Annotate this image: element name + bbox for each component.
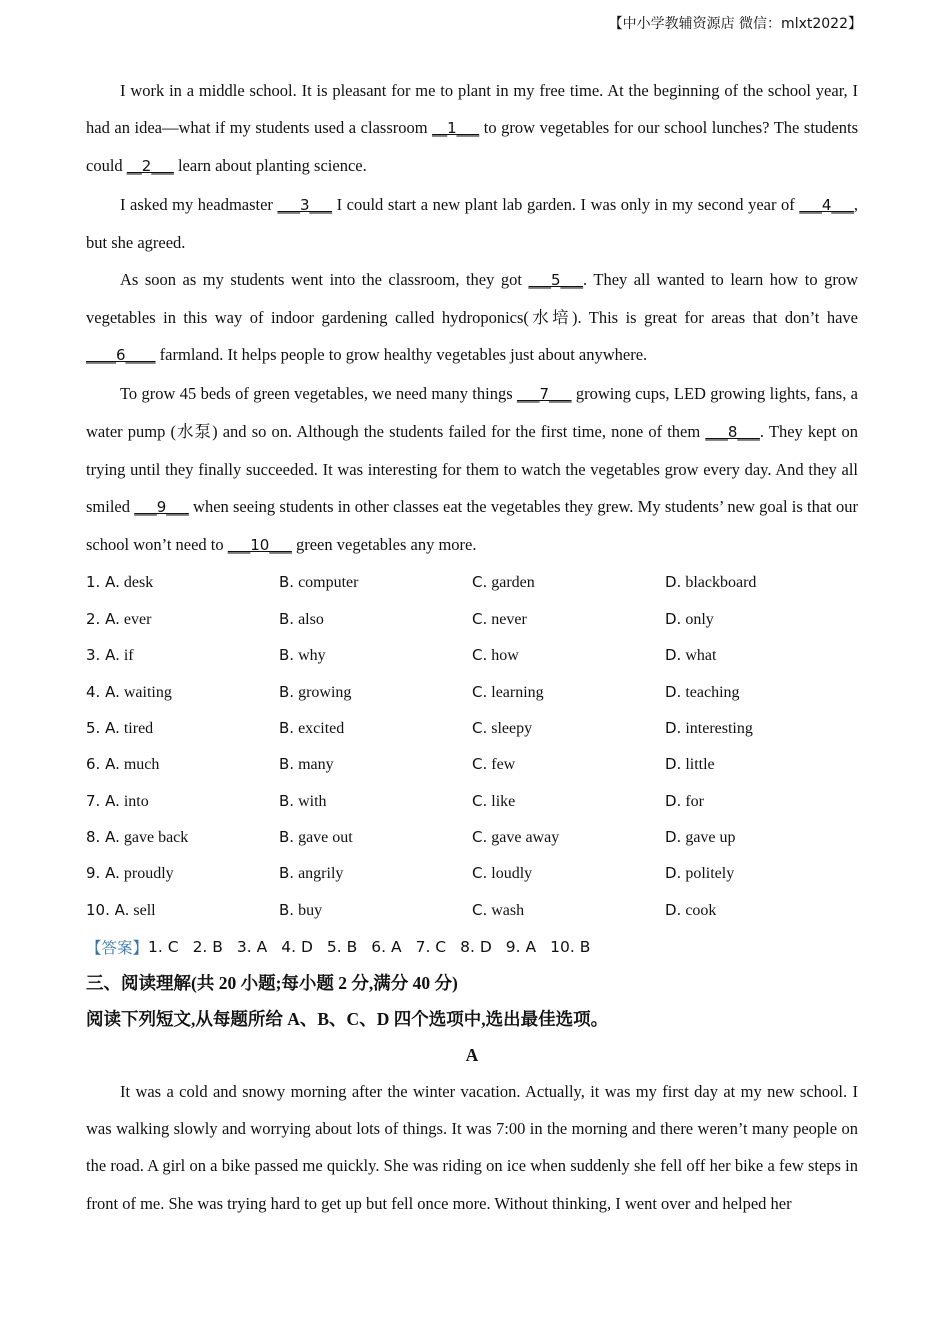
options-row [86,892,858,928]
option-label: C. [472,900,488,919]
passage-paragraph-4 [86,375,858,565]
option-label: D. [665,573,682,592]
option-text: what [685,647,717,665]
text-span: . They all wanted to learn how to grow vegetables in this way of indoor gardening called hydroponics(水培). This is great for areas that don’t have [86,270,858,328]
option-text: blackboard [685,574,757,592]
option-text: angrily [298,865,344,883]
option-text: garden [491,574,535,592]
text-span: green vegetables any more. [291,535,477,555]
option-text: many [298,756,334,774]
option-c [472,755,665,774]
document-body [86,72,858,1222]
blank-2: __2___ [126,157,174,176]
passage-paragraph-1 [86,72,858,186]
reading-passage-a: It was a cold and snowy morning after the winter vacation. Actually, it was my first day at my new school. I was walking slowly and worrying about lots of things. It was 7:00 in the morning and there weren’t many people on the road. A girl on a bike passed me quickly. She was riding on ice when suddenly she fell off her bike a few steps in front of me. She was trying hard to get up but fell once more. Without thinking, I went over and helped her [86,1081,858,1213]
option-d [665,683,858,702]
option-label: C. [472,609,488,628]
option-text: ever [123,610,152,628]
option-a [86,646,279,665]
option-label: D. [665,791,682,810]
option-a [86,864,279,883]
answer-item: 1. C [148,937,179,956]
option-b [279,755,472,774]
text-span: I asked my headmaster [120,194,278,214]
text-span: . They kept on trying until they finally succeeded. It was interesting for them to watch the vegetables grow every day. And they all smiled [86,421,858,517]
option-text: excited [298,719,345,737]
page-header: 【中小学教辅资源店 微信：mlxt2022】 [608,16,862,32]
answer-item: 5. B [326,937,358,956]
option-text: proudly [123,865,174,883]
option-text: into [123,792,149,810]
option-b [279,864,472,883]
option-label: D. [665,718,682,737]
blank-4: ___4___ [799,195,854,214]
option-text: waiting [123,683,172,701]
option-d [665,864,858,883]
option-a [86,901,279,920]
option-a [86,610,279,629]
text-span: farmland. It helps people to grow healthy vegetables just about anywhere. [155,345,648,365]
option-c [472,719,665,738]
option-c [472,792,665,811]
blank-7: ___7___ [516,384,572,403]
option-text: wash [491,901,525,919]
option-text: teaching [685,683,740,701]
option-label: C. [472,573,488,592]
option-d [665,828,858,847]
option-label: C. [472,682,488,701]
section-title: 三、阅读理解(共 20 小题;每小题 2 分,满分 40 分) [86,973,458,994]
option-label: 9. A. [86,864,120,883]
option-label: B. [279,682,295,701]
text-span: learn about planting science. [173,156,367,176]
options-list [86,565,858,929]
option-b [279,719,472,738]
option-text: politely [685,865,735,883]
option-a [86,828,279,847]
option-text: gave away [491,829,560,847]
section-instruction: 阅读下列短文,从每题所给 A、B、C、D 四个选项中,选出最佳选项。 [86,1009,609,1030]
option-text: interesting [685,719,753,737]
option-label: B. [279,646,295,665]
option-text: also [298,610,324,628]
option-text: gave up [685,829,736,847]
option-c [472,573,665,592]
answer-key [86,929,858,965]
option-label: 4. A. [86,682,120,701]
options-row [86,747,858,783]
option-text: sell [133,901,156,919]
answer-item: 4. D [281,937,313,956]
option-label: 5. A. [86,718,120,737]
answer-item: 6. A [371,937,402,956]
option-c [472,901,665,920]
option-label: D. [665,755,682,774]
option-text: loudly [491,865,533,883]
option-b [279,901,472,920]
option-text: gave back [123,829,189,847]
text-span: As soon as my students went into the classroom, they got [120,270,529,290]
text-span: to grow vegetables for our school lunches? The students could [86,118,859,176]
option-c [472,864,665,883]
options-row [86,601,858,637]
option-label: 3. A. [86,646,120,665]
option-c [472,646,665,665]
option-label: 2. A. [86,609,120,628]
blank-1: __1___ [432,119,480,138]
option-label: 7. A. [86,791,120,810]
answer-item: 9. A [505,937,537,956]
option-text: only [685,610,714,628]
option-label: B. [279,755,295,774]
option-text: few [491,756,516,774]
answer-list [148,938,604,956]
option-text: if [123,647,134,665]
option-text: computer [298,574,359,592]
option-text: cook [685,901,717,919]
option-c [472,610,665,629]
text-span: growing cups, LED growing lights, fans, a water pump (水泵) and so on. Although the students failed for the first time, none of them [86,383,858,441]
option-a [86,573,279,592]
text-span: To grow 45 beds of green vegetables, we need many things [120,383,517,403]
blank-10: ___10___ [227,536,292,555]
option-text: how [491,647,519,665]
option-label: 1. A. [86,573,120,592]
option-label: B. [279,718,295,737]
options-row [86,710,858,746]
options-row [86,674,858,710]
option-d [665,901,858,920]
option-d [665,792,858,811]
option-d [665,719,858,738]
option-label: B. [279,791,295,810]
blank-8: ___8___ [705,422,760,441]
option-label: B. [279,828,295,847]
option-label: C. [472,755,488,774]
option-label: B. [279,609,295,628]
option-text: for [685,792,704,810]
option-b [279,610,472,629]
option-b [279,646,472,665]
option-d [665,573,858,592]
passage-paragraph-2 [86,186,858,261]
option-text: much [123,756,160,774]
answer-item: 10. B [550,937,591,956]
answer-tag: 【答案】 [86,938,149,957]
option-d [665,646,858,665]
options-row [86,637,858,673]
option-a [86,792,279,811]
option-text: desk [123,574,154,592]
option-a [86,719,279,738]
option-label: 8. A. [86,828,120,847]
option-a [86,755,279,774]
option-label: D. [665,864,682,883]
passage-paragraph-3 [86,261,858,375]
answer-item: 7. C [415,937,447,956]
option-d [665,610,858,629]
option-text: like [491,792,516,810]
option-b [279,792,472,811]
options-row [86,819,858,855]
option-label: B. [279,900,295,919]
options-row [86,783,858,819]
option-b [279,573,472,592]
option-b [279,828,472,847]
option-text: tired [123,719,154,737]
passage-label: A [465,1044,479,1065]
option-label: B. [279,573,295,592]
option-label: D. [665,900,682,919]
option-label: 6. A. [86,755,120,774]
option-label: D. [665,609,682,628]
option-label: C. [472,864,488,883]
option-b [279,683,472,702]
options-row [86,856,858,892]
option-text: why [298,647,326,665]
option-text: sleepy [491,719,533,737]
option-text: learning [491,683,544,701]
option-label: D. [665,682,682,701]
option-label: D. [665,828,682,847]
blank-3: ___3___ [277,195,333,214]
option-label: C. [472,828,488,847]
text-span: I work in a middle school. It is pleasant for me to plant in my free time. At the beginning of the school year, I had an idea—what if my students used a classroom [86,81,858,138]
option-text: little [685,756,715,774]
option-text: buy [298,901,323,919]
option-text: growing [298,683,352,701]
option-label: C. [472,646,488,665]
blank-5: ___5___ [528,271,584,290]
option-c [472,683,665,702]
text-span: I could start a new plant lab garden. I was only in my second year of [332,194,800,214]
option-label: 10. A. [86,900,130,919]
answer-item: 2. B [192,937,223,956]
blank-9: ___9___ [134,498,189,517]
option-text: never [491,610,527,628]
option-text: with [298,792,327,810]
option-a [86,683,279,702]
answer-item: 8. D [460,937,492,956]
option-label: B. [279,864,295,883]
option-c [472,828,665,847]
option-label: C. [472,718,488,737]
text-span: , but she agreed. [86,194,858,252]
text-span: when seeing students in other classes eat the vegetables they grew. My students’ new goal is that our school won’t need to [86,497,859,555]
answer-item: 3. A [236,937,268,956]
options-row [86,565,858,601]
option-text: gave out [298,829,353,847]
option-label: D. [665,646,682,665]
blank-6: ____6____ [86,346,156,365]
option-label: C. [472,791,488,810]
option-d [665,755,858,774]
